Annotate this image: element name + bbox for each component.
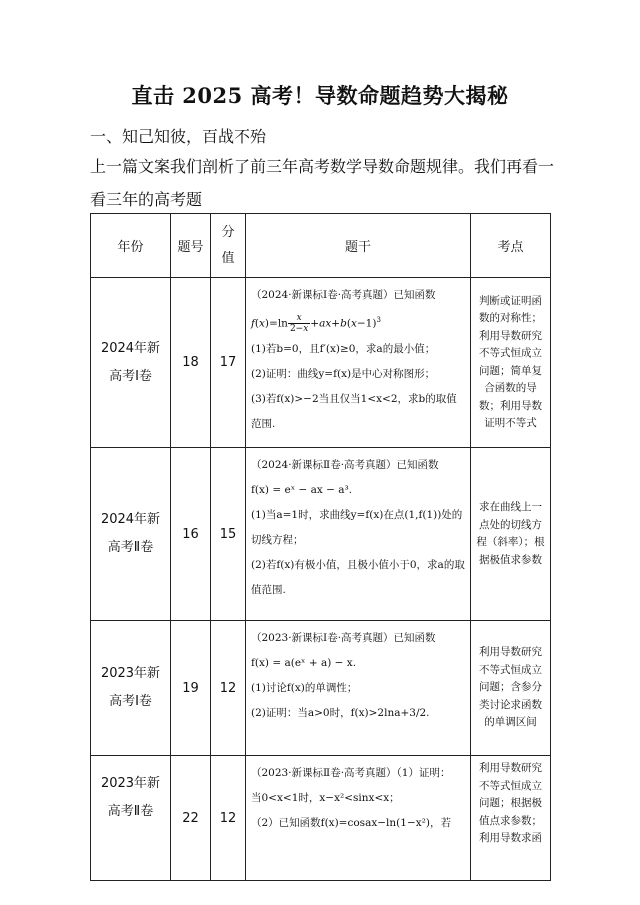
stem-item: (3)若f(x)>−2当且仅当1<x<2，求b的取值范围. xyxy=(251,392,457,430)
stem-item: (1)讨论f(x)的单调性； xyxy=(251,682,358,694)
row-qnum: 19 xyxy=(171,621,211,756)
row-qnum: 18 xyxy=(171,278,211,448)
row-stem xyxy=(246,278,471,448)
stem-source: （2024·新课标Ⅰ卷·高考真题）已知函数 xyxy=(251,289,436,301)
row-points: 求在曲线上一点处的切线方程（斜率）；根据极值求参数 xyxy=(471,448,551,621)
row-year: 2023年新高考Ⅰ卷 xyxy=(91,621,171,756)
row-points: 利用导数研究不等式恒成立问题；根据极值点求参数；利用导数求函 xyxy=(471,756,551,881)
row-score: 12 xyxy=(211,621,246,756)
stem-item: (2)证明：曲线y=f(x)是中心对称图形； xyxy=(251,367,436,380)
stem-item: (2)若f(x)有极小值，且极小值小于0，求a的取值范围. xyxy=(251,559,465,596)
header-points: 考点 xyxy=(471,214,551,278)
row-points: 利用导数研究不等式恒成立问题；含参分类讨论求函数的单调区间 xyxy=(471,621,551,756)
stem-item: (1)若b=0，且f′(x)≥0，求a的最小值； xyxy=(251,342,436,355)
row-stem xyxy=(246,621,471,756)
stem-function: f(x) = eˣ − ax − a³. xyxy=(251,484,353,496)
row-points: 判断或证明函数的对称性；利用导数研究不等式恒成立问题；简单复合函数的导数；利用导数证明不等式 xyxy=(471,278,551,448)
section-heading: 一、知己知彼，百战不殆 xyxy=(90,127,267,146)
table-row xyxy=(91,621,551,756)
table-row xyxy=(91,278,551,448)
table-header-row xyxy=(91,214,551,278)
row-score: 15 xyxy=(211,448,246,621)
stem-source: （2023·新课标Ⅱ卷·高考真题）（1）证明： xyxy=(251,767,451,779)
row-score: 12 xyxy=(211,756,246,881)
header-stem: 题干 xyxy=(246,214,471,278)
exam-table xyxy=(90,213,551,881)
intro-paragraph: 上一篇文案我们剖析了前三年高考数学导数命题规律。我们再看一看三年的高考题 xyxy=(90,157,555,209)
table-row xyxy=(91,448,551,621)
page-title: 直击 2025 高考！导数命题趋势大揭秘 xyxy=(131,83,509,108)
row-qnum: 22 xyxy=(171,756,211,881)
table-row xyxy=(91,756,551,881)
row-year: 2024年新高考Ⅰ卷 xyxy=(91,278,171,448)
header-qnum: 题号 xyxy=(171,214,211,278)
row-year: 2023年新高考Ⅱ卷 xyxy=(91,756,171,881)
row-stem xyxy=(246,448,471,621)
row-qnum: 16 xyxy=(171,448,211,621)
row-score: 17 xyxy=(211,278,246,448)
stem-function: f(x)=ln $\frac{x}{2-x}$ $+ax+b(x-1)^3$ xyxy=(251,313,381,334)
stem-item: （2）已知函数f(x)=cosax−ln(1−x²)，若 xyxy=(251,817,451,829)
stem-source: （2023·新课标Ⅰ卷·高考真题）已知函数 xyxy=(251,632,436,644)
stem-item: (2)证明：当a>0时，f(x)>2lna+3/2. xyxy=(251,707,430,719)
row-stem xyxy=(246,756,471,881)
stem-item: (1)当a=1时，求曲线y=f(x)在点(1,f(1))处的切线方程； xyxy=(251,509,463,546)
stem-source: （2024·新课标Ⅱ卷·高考真题）已知函数 xyxy=(251,459,439,471)
header-year: 年份 xyxy=(91,214,171,278)
stem-function: 当0<x<1时，x−x²<sinx<x； xyxy=(251,792,400,804)
header-score: 分值 xyxy=(211,214,246,278)
row-year: 2024年新高考Ⅱ卷 xyxy=(91,448,171,621)
stem-function: f(x) = a(eˣ + a) − x. xyxy=(251,657,357,669)
